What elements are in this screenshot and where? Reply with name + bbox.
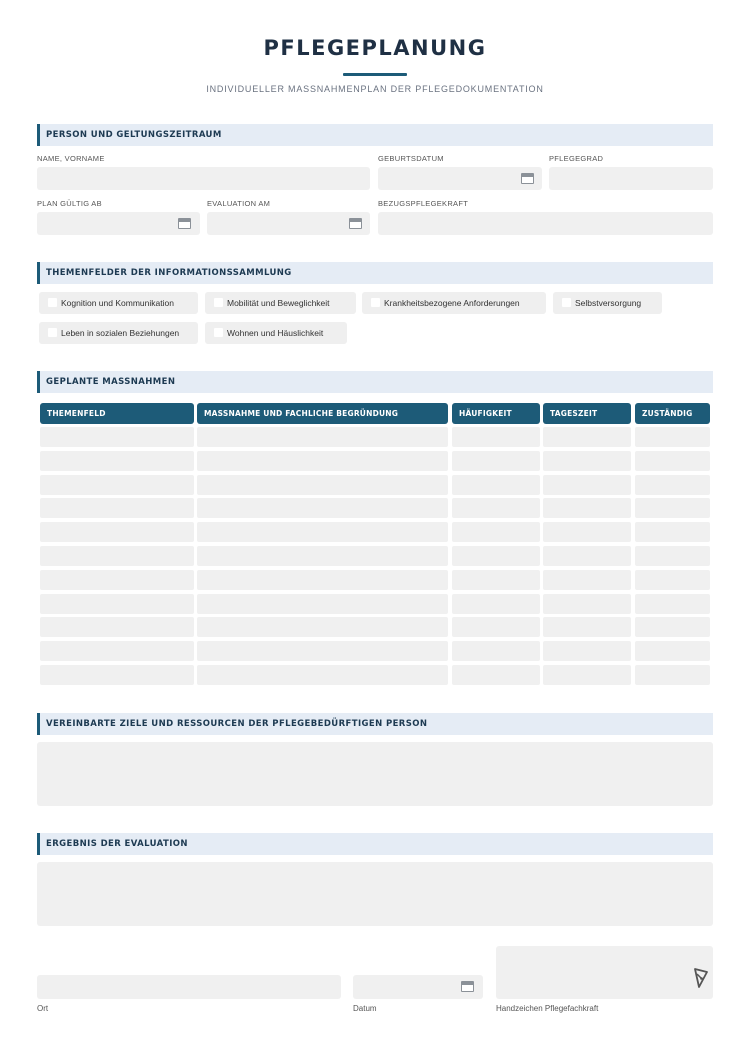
- table-cell[interactable]: [452, 498, 540, 518]
- topic-checkbox-selfcare[interactable]: [553, 292, 662, 314]
- topic-label: Leben in sozialen Beziehungen: [61, 328, 180, 338]
- evaluation-date-field[interactable]: [207, 212, 370, 235]
- table-cell[interactable]: [452, 451, 540, 471]
- title-underline: [343, 73, 407, 76]
- nurse-label: BEZUGSPFLEGEKRAFT: [378, 199, 469, 208]
- table-cell[interactable]: [197, 594, 448, 614]
- table-cell[interactable]: [543, 498, 631, 518]
- table-cell[interactable]: [543, 665, 631, 685]
- table-cell[interactable]: [40, 641, 194, 661]
- goals-textarea[interactable]: [37, 742, 713, 806]
- table-cell[interactable]: [452, 617, 540, 637]
- calendar-icon[interactable]: [461, 981, 474, 992]
- topic-label: Krankheitsbezogene Anforderungen: [384, 298, 520, 308]
- table-cell[interactable]: [197, 475, 448, 495]
- column-header-measure: MASSNAHME UND FACHLICHE BEGRÜNDUNG: [197, 403, 448, 424]
- pen-nib-icon: [693, 966, 709, 990]
- checkbox-icon[interactable]: [371, 298, 380, 307]
- topic-checkbox-illness[interactable]: [362, 292, 546, 314]
- topic-checkbox-mobility[interactable]: [205, 292, 356, 314]
- table-cell[interactable]: [197, 617, 448, 637]
- valid-from-field[interactable]: [37, 212, 200, 235]
- column-header-time: TAGESZEIT: [543, 403, 631, 424]
- table-cell[interactable]: [197, 546, 448, 566]
- checkbox-icon[interactable]: [48, 328, 57, 337]
- signature-field[interactable]: [496, 946, 713, 999]
- evaluation-textarea[interactable]: [37, 862, 713, 926]
- table-cell[interactable]: [40, 665, 194, 685]
- table-cell[interactable]: [40, 427, 194, 447]
- table-cell[interactable]: [40, 546, 194, 566]
- table-cell[interactable]: [452, 475, 540, 495]
- column-header-topic: THEMENFELD: [40, 403, 194, 424]
- care-level-label: PFLEGEGRAD: [549, 154, 604, 163]
- table-cell[interactable]: [635, 451, 710, 471]
- calendar-icon[interactable]: [349, 218, 362, 229]
- table-cell[interactable]: [543, 475, 631, 495]
- table-cell[interactable]: [452, 570, 540, 590]
- table-cell[interactable]: [40, 522, 194, 542]
- table-cell[interactable]: [197, 451, 448, 471]
- calendar-icon[interactable]: [521, 173, 534, 184]
- table-cell[interactable]: [197, 522, 448, 542]
- place-label: Ort: [37, 1004, 49, 1013]
- table-cell[interactable]: [543, 594, 631, 614]
- table-cell[interactable]: [452, 665, 540, 685]
- date-field[interactable]: [353, 975, 483, 999]
- table-cell[interactable]: [635, 570, 710, 590]
- table-cell[interactable]: [635, 617, 710, 637]
- table-cell[interactable]: [635, 665, 710, 685]
- checkbox-icon[interactable]: [214, 328, 223, 337]
- table-cell[interactable]: [197, 570, 448, 590]
- table-cell[interactable]: [452, 522, 540, 542]
- table-cell[interactable]: [452, 427, 540, 447]
- section-header-topics: THEMENFELDER DER INFORMATIONSSAMMLUNG: [37, 262, 713, 284]
- table-cell[interactable]: [635, 594, 710, 614]
- topic-checkbox-living[interactable]: [205, 322, 347, 344]
- table-cell[interactable]: [543, 451, 631, 471]
- checkbox-icon[interactable]: [48, 298, 57, 307]
- table-cell[interactable]: [197, 498, 448, 518]
- checkbox-icon[interactable]: [562, 298, 571, 307]
- topic-label: Wohnen und Häuslichkeit: [227, 328, 324, 338]
- birth-date-label: GEBURTSDATUM: [378, 154, 444, 163]
- birth-date-field[interactable]: [378, 167, 542, 190]
- table-cell[interactable]: [197, 641, 448, 661]
- evaluation-date-label: EVALUATION AM: [207, 199, 271, 208]
- checkbox-icon[interactable]: [214, 298, 223, 307]
- page-subtitle: INDIVIDUELLER MASSNAHMENPLAN DER PFLEGEDOKUMENTATION: [206, 84, 544, 94]
- table-cell[interactable]: [635, 498, 710, 518]
- table-cell[interactable]: [40, 451, 194, 471]
- topic-checkbox-social[interactable]: [39, 322, 198, 344]
- care-level-field[interactable]: [549, 167, 713, 190]
- table-cell[interactable]: [543, 546, 631, 566]
- page-title: PFLEGEPLANUNG: [263, 36, 487, 60]
- table-cell[interactable]: [40, 475, 194, 495]
- table-cell[interactable]: [40, 617, 194, 637]
- column-header-frequency: HÄUFIGKEIT: [452, 403, 540, 424]
- table-cell[interactable]: [543, 641, 631, 661]
- table-cell[interactable]: [543, 617, 631, 637]
- table-cell[interactable]: [635, 427, 710, 447]
- table-cell[interactable]: [635, 522, 710, 542]
- signature-label: Handzeichen Pflegefachkraft: [496, 1004, 599, 1013]
- table-cell[interactable]: [197, 427, 448, 447]
- table-cell[interactable]: [543, 427, 631, 447]
- section-header-measures: GEPLANTE MASSNAHMEN: [37, 371, 713, 393]
- section-header-person: PERSON UND GELTUNGSZEITRAUM: [37, 124, 713, 146]
- table-cell[interactable]: [635, 475, 710, 495]
- topic-label: Selbstversorgung: [575, 298, 642, 308]
- place-field[interactable]: [37, 975, 341, 999]
- calendar-icon[interactable]: [178, 218, 191, 229]
- table-cell[interactable]: [635, 641, 710, 661]
- topic-label: Mobilität und Beweglichkeit: [227, 298, 330, 308]
- table-cell[interactable]: [40, 498, 194, 518]
- section-header-goals: VEREINBARTE ZIELE UND RESSOURCEN DER PFLEGEBEDÜRFTIGEN PERSON: [37, 713, 713, 735]
- table-cell[interactable]: [543, 570, 631, 590]
- name-field[interactable]: [37, 167, 370, 190]
- table-cell[interactable]: [197, 665, 448, 685]
- nurse-field[interactable]: [378, 212, 713, 235]
- table-cell[interactable]: [543, 522, 631, 542]
- column-header-responsible: ZUSTÄNDIG: [635, 403, 710, 424]
- topic-label: Kognition und Kommunikation: [61, 298, 174, 308]
- table-cell[interactable]: [40, 570, 194, 590]
- topic-checkbox-cognition[interactable]: [39, 292, 198, 314]
- name-label: NAME, VORNAME: [37, 154, 105, 163]
- date-label: Datum: [353, 1004, 377, 1013]
- table-cell[interactable]: [452, 546, 540, 566]
- table-cell[interactable]: [452, 594, 540, 614]
- section-header-evaluation: ERGEBNIS DER EVALUATION: [37, 833, 713, 855]
- table-cell[interactable]: [40, 594, 194, 614]
- valid-from-label: PLAN GÜLTIG AB: [37, 199, 102, 208]
- table-cell[interactable]: [452, 641, 540, 661]
- table-cell[interactable]: [635, 546, 710, 566]
